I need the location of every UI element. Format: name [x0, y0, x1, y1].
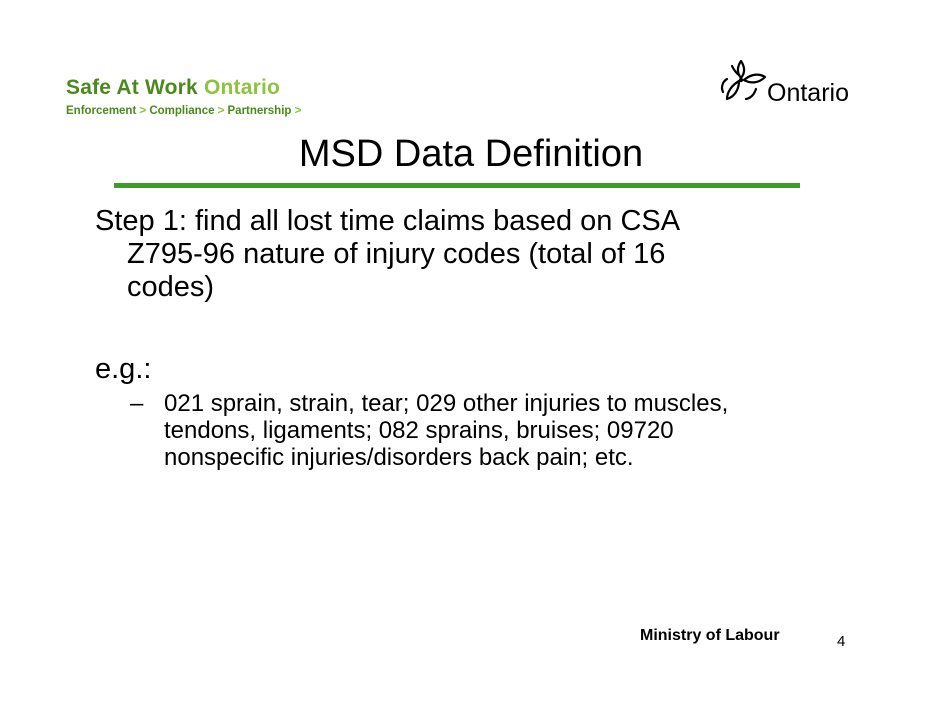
brand-tagline: [66, 103, 304, 118]
example-label: e.g.:: [95, 353, 152, 385]
title-divider: [114, 183, 800, 188]
chevron-right-icon: >: [294, 103, 302, 117]
dash-bullet-icon: –: [130, 390, 144, 417]
tagline-partnership: Partnership: [227, 105, 292, 117]
chevron-right-icon: >: [217, 103, 225, 117]
tagline-compliance: Compliance: [149, 105, 215, 117]
page-number: 4: [837, 633, 846, 650]
safe-at-work-ontario-logo: [66, 76, 304, 118]
bullet-line: 021 sprain, strain, tear; 029 other injuries to muscles,: [164, 390, 729, 417]
step-1-text: [95, 205, 795, 304]
step-line: Step 1: find all lost time claims based on CSA: [95, 205, 681, 237]
ontario-government-logo: [718, 58, 868, 110]
ontario-wordmark: Ontario: [767, 79, 849, 107]
brand-name-part1: Safe At Work: [66, 76, 198, 99]
bullet-line: nonspecific injuries/disorders back pain; etc.: [164, 444, 634, 471]
bullet-line: tendons, ligaments; 082 sprains, bruises; 09720: [164, 417, 674, 444]
example-bullet: [130, 390, 728, 471]
step-line: codes): [127, 271, 215, 303]
footer-ministry: Ministry of Labour: [640, 627, 780, 644]
brand-name: [66, 76, 304, 100]
step-line: Z795-96 nature of injury codes (total of 16: [127, 238, 666, 270]
tagline-enforcement: Enforcement: [66, 105, 137, 117]
trillium-icon: [718, 58, 772, 108]
brand-name-part2: Ontario: [203, 76, 281, 99]
slide-title: MSD Data Definition: [298, 133, 644, 175]
chevron-right-icon: >: [139, 103, 147, 117]
